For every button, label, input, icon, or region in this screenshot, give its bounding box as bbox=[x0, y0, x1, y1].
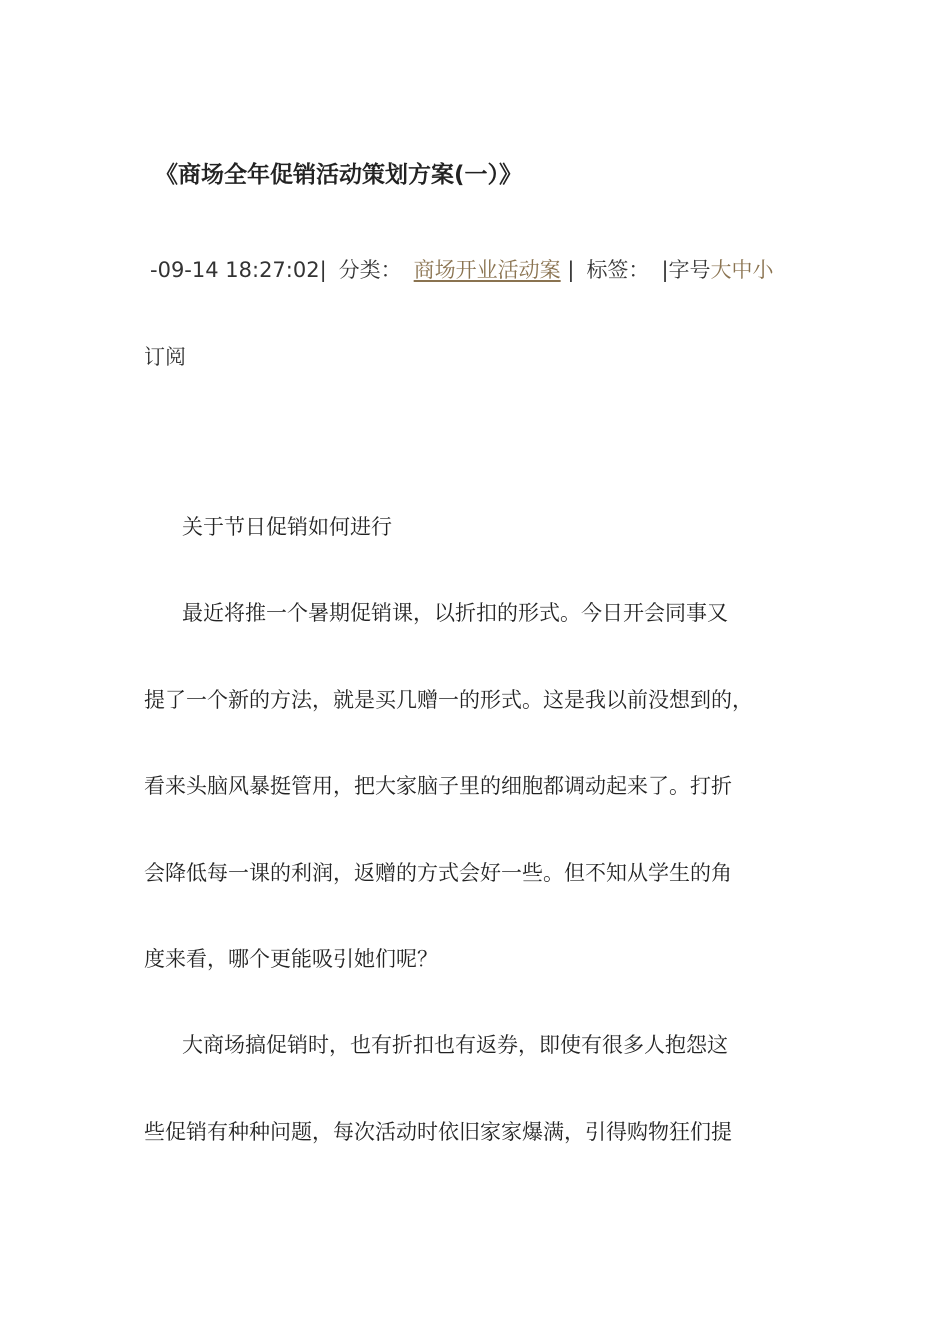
paragraph-line: 会降低每一课的利润，返赠的方式会好一些。但不知从学生的角 bbox=[144, 861, 732, 885]
paragraph-line: 些促销有种种问题，每次活动时依旧家家爆满，引得购物狂们提 bbox=[144, 1120, 732, 1144]
font-size-label: |字号 bbox=[661, 258, 711, 282]
font-size-small-button[interactable]: 小 bbox=[752, 258, 774, 282]
paragraph-line: 大商场搞促销时，也有折扣也有返券，即使有很多人抱怨这 bbox=[182, 1033, 728, 1057]
subscribe-link[interactable]: 订阅 bbox=[144, 345, 186, 369]
category-label: 分类： bbox=[338, 258, 402, 282]
meta-separator: | bbox=[567, 258, 575, 282]
publish-date: -09-14 18:27:02| bbox=[150, 258, 327, 282]
font-size-medium-button[interactable]: 中 bbox=[731, 258, 753, 282]
tags-label: 标签： bbox=[586, 258, 650, 282]
font-size-large-button[interactable]: 大 bbox=[710, 258, 732, 282]
paragraph-line: 最近将推一个暑期促销课，以折扣的形式。今日开会同事又 bbox=[182, 601, 728, 625]
article-meta bbox=[150, 254, 774, 284]
paragraph-line: 度来看，哪个更能吸引她们呢？ bbox=[144, 947, 438, 971]
paragraph-line: 关于节日促销如何进行 bbox=[182, 515, 392, 539]
article-title: 《商场全年促销活动策划方案(一）》 bbox=[155, 162, 523, 188]
paragraph-line: 看来头脑风暴挺管用，把大家脑子里的细胞都调动起来了。打折 bbox=[144, 774, 732, 798]
category-link[interactable]: 商场开业活动案 bbox=[413, 258, 561, 282]
paragraph-line: 提了一个新的方法，就是买几赠一的形式。这是我以前没想到的， bbox=[144, 688, 753, 712]
